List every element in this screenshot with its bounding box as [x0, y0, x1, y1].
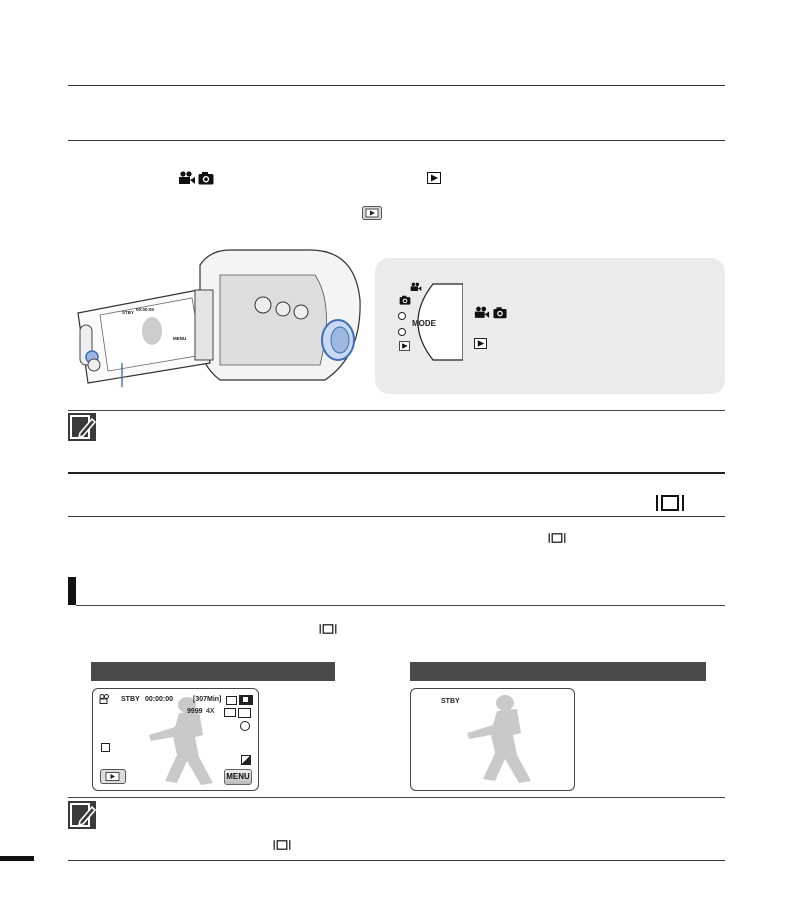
- screen-a-header: [91, 662, 335, 681]
- dial-movie-icon: [410, 282, 422, 292]
- section-rule: [68, 140, 725, 141]
- note2-rule-top: [68, 797, 725, 798]
- lcd-time: 00:00:00: [136, 307, 155, 312]
- note-pencil-icon: [68, 413, 96, 441]
- zoom-level: 4X: [206, 708, 215, 715]
- top-rule: [68, 85, 725, 86]
- play-button-icon: [362, 206, 382, 220]
- display-inline-icon-2: [319, 623, 337, 635]
- movie-mode-icon: [99, 694, 111, 704]
- battery-icon: [239, 695, 253, 705]
- panel-play-icon: [474, 338, 487, 349]
- card-icon: [226, 696, 237, 705]
- stby-label-b: STBY: [441, 698, 460, 705]
- note2-rule-bottom: [68, 860, 725, 861]
- panel-movie-icon: [474, 306, 490, 319]
- stabilizer-icon: [240, 721, 250, 731]
- camcorder-illustration: [70, 245, 370, 405]
- screen-b-header: [410, 662, 706, 681]
- fullhd-icon: [238, 708, 251, 718]
- stby-label: STBY: [121, 696, 140, 703]
- photo-camera-icon: [198, 171, 214, 185]
- page-edge-marker: [0, 856, 34, 861]
- note-rule-top: [68, 410, 725, 411]
- panel-photo-icon: [493, 306, 507, 319]
- mode-dial-label: MODE: [412, 319, 436, 328]
- quality-icon: [224, 708, 236, 717]
- play-mode-button[interactable]: [100, 769, 126, 784]
- screen-b-minimal-display: [410, 688, 575, 791]
- dial-photo-icon: [399, 295, 411, 305]
- dancer-silhouette-b: [461, 693, 541, 785]
- display-inline-icon: [548, 532, 566, 544]
- movie-camera-icon: [178, 171, 196, 185]
- display-rule: [68, 516, 725, 517]
- subheading-rule: [76, 605, 725, 606]
- note-rule-bottom: [68, 472, 725, 474]
- lcd-stby: STBY: [122, 310, 135, 315]
- menu-button[interactable]: MENU: [224, 769, 252, 785]
- play-icon: [427, 172, 441, 184]
- photo-count: 9999: [187, 708, 203, 715]
- lcd-menu: MENU: [173, 336, 187, 341]
- display-inline-icon-3: [273, 839, 291, 851]
- remaining-time: [307Min]: [193, 696, 222, 703]
- self-timer-icon: [101, 743, 110, 752]
- screen-a-full-display: [92, 688, 259, 791]
- dial-play-icon: [399, 341, 410, 351]
- subheading-marker: [68, 577, 76, 605]
- backlight-icon: [241, 755, 251, 765]
- display-icon: [655, 494, 685, 512]
- note-pencil-icon-2: [68, 801, 96, 829]
- timecode: 00:00:00: [145, 696, 174, 703]
